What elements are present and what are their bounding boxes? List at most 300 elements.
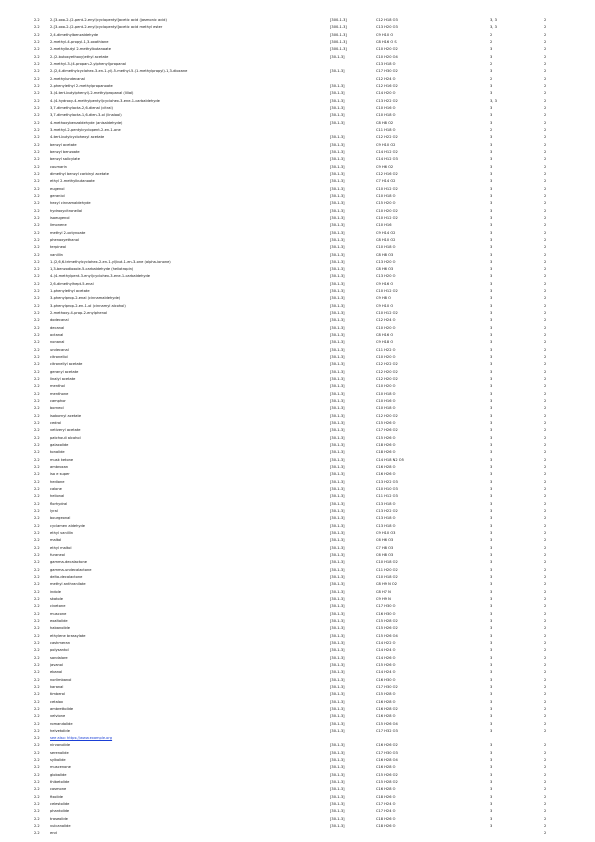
row-code: [30-1-3] — [330, 589, 345, 594]
table-row — [34, 54, 574, 61]
row-value-e: 3 — [490, 494, 493, 499]
row-value-e: 3 — [490, 428, 493, 433]
row-value-f: 2 — [544, 303, 547, 308]
row-formula: C16 H26 O2 — [376, 743, 398, 748]
row-value-f: 2 — [544, 230, 547, 235]
row-value-f: 2 — [544, 692, 547, 697]
row-number: 2.2 — [34, 706, 40, 711]
row-description: hydroxycitronellal — [50, 208, 83, 213]
table-row — [34, 794, 574, 801]
row-value-e: 3 — [490, 450, 493, 455]
row-value-e: 3 — [490, 472, 493, 477]
row-description: 2-(2,4-dimethylcyclohex-3-en-1-yl)-5-methyl-5-(1-methylpropyl)-1,3-dioxane — [50, 69, 188, 74]
row-value-f: 2 — [544, 193, 547, 198]
row-value-f: 2 — [544, 677, 547, 682]
row-code: [30-1-3] — [330, 670, 345, 675]
row-description: coumarin — [50, 164, 67, 169]
row-number: 2.2 — [34, 61, 40, 66]
row-code: [30-1-3] — [330, 362, 345, 367]
row-value-f: 2 — [544, 626, 547, 631]
row-value-e: 3 — [490, 589, 493, 594]
table-row — [34, 721, 574, 728]
row-number: 2.2 — [34, 596, 40, 601]
row-value-f: 2 — [544, 611, 547, 616]
table-row — [34, 647, 574, 654]
row-value-f: 2 — [544, 574, 547, 579]
row-description: isobornyl acetate — [50, 413, 82, 418]
row-formula: C12 H16 O2 — [376, 171, 398, 176]
row-description: ethyl vanillin — [50, 530, 74, 535]
row-description: 1-(2,6,6-trimethylcyclohex-2-en-1-yl)but-1-en-3-one (alpha-ionone) — [50, 259, 171, 264]
row-value-e: 3 — [490, 765, 493, 770]
row-code: [30-1-3] — [330, 98, 345, 103]
row-description: ethyl maltol — [50, 545, 72, 550]
row-value-f: 2 — [544, 640, 547, 645]
table-row — [34, 669, 574, 676]
row-value-e: 3 — [490, 274, 493, 279]
row-value-e: 3 — [490, 633, 493, 638]
row-code: [30-1-3] — [330, 560, 345, 565]
table-row — [34, 376, 574, 383]
row-formula: C8 H10 O2 — [376, 237, 396, 242]
row-description: 2-methoxy-4-prop-2-enylphenol — [50, 311, 108, 316]
row-formula: C17 H30 O2 — [376, 684, 398, 689]
row-formula: C7 H14 O2 — [376, 179, 396, 184]
row-value-f: 2 — [544, 450, 547, 455]
row-value-f: 2 — [544, 435, 547, 440]
row-value-f: 2 — [544, 457, 547, 462]
table-row — [34, 757, 574, 764]
table-row — [34, 816, 574, 823]
row-value-f: 2 — [544, 127, 547, 132]
table-row — [34, 655, 574, 662]
row-formula: C8 H8 O2 — [376, 120, 394, 125]
row-number: 2.2 — [34, 794, 40, 799]
row-value-e: 3 — [490, 684, 493, 689]
row-value-e: 3 — [490, 692, 493, 697]
row-description: 2-methylbutyl 2-methylbutanoate — [50, 47, 111, 52]
row-number: 2.2 — [34, 728, 40, 733]
row-code: [30-1-3] — [330, 618, 345, 623]
row-description: 3-(4-tert-butylphenyl)-2-methylpropanal (lilial) — [50, 91, 134, 96]
row-number: 2.2 — [34, 333, 40, 338]
row-description: globalide — [50, 772, 67, 777]
row-description: ethyl 2-methylbutanoate — [50, 179, 95, 184]
row-code: [30-1-3] — [330, 193, 345, 198]
table-row — [34, 420, 574, 427]
table-row — [34, 142, 574, 149]
row-code: [30-1-3] — [330, 355, 345, 360]
row-value-f: 2 — [544, 494, 547, 499]
row-value-e: 3 — [490, 552, 493, 557]
row-code: [30-1-3] — [330, 692, 345, 697]
row-number: 2.2 — [34, 391, 40, 396]
table-row — [34, 515, 574, 522]
row-formula: C9 H10 O3 — [376, 530, 396, 535]
row-formula: C9 H16 O — [376, 281, 394, 286]
row-description: hexyl cinnamaldehyde — [50, 201, 91, 206]
row-value-f: 2 — [544, 589, 547, 594]
row-number: 2.2 — [34, 758, 40, 763]
row-code: [30-1-3] — [330, 179, 345, 184]
row-value-f: 2 — [544, 274, 547, 279]
row-value-e: 3 — [490, 362, 493, 367]
row-description: polysantol — [50, 648, 69, 653]
table-row — [34, 640, 574, 647]
row-value-e: 3 — [490, 574, 493, 579]
row-description: traseolide — [50, 816, 68, 821]
row-description: 2-(2-butoxyethoxy)ethyl acetate — [50, 54, 109, 59]
row-value-e: 3 — [490, 516, 493, 521]
row-value-f: 2 — [544, 362, 547, 367]
row-code: [30-1-3] — [330, 164, 345, 169]
table-row — [34, 46, 574, 53]
row-description: gamma-undecalactone — [50, 567, 92, 572]
row-value-e: 3 — [490, 824, 493, 829]
row-value-e: 3 — [490, 333, 493, 338]
row-value-e: 3 — [490, 377, 493, 382]
row-value-e: 3 — [490, 406, 493, 411]
row-formula: C10 H12 O2 — [376, 311, 398, 316]
row-value-e: 3 — [490, 421, 493, 426]
row-value-f: 2 — [544, 706, 547, 711]
row-number: 2.2 — [34, 193, 40, 198]
row-code: [30-1-3] — [330, 538, 345, 543]
row-description: karanal — [50, 684, 64, 689]
row-number: 2.2 — [34, 289, 40, 294]
row-value-f: 2 — [544, 728, 547, 733]
row-code: [30-1-3] — [330, 465, 345, 470]
row-number: 2.2 — [34, 538, 40, 543]
row-description: 2-[3-oxo-2-(2-pent-2-enyl)cyclopentyl]acetic acid methyl ester — [50, 25, 163, 30]
row-formula: C10 H20 O2 — [376, 47, 398, 52]
row-code: [30-1-3] — [330, 318, 345, 323]
table-row — [34, 164, 574, 171]
table-row — [34, 32, 574, 39]
table-row — [34, 830, 574, 837]
row-description: 2-methyl-3-(4-propan-2-ylphenyl)propanal — [50, 61, 126, 66]
row-value-e: 3 — [490, 728, 493, 733]
row-value-e: 3 — [490, 303, 493, 308]
row-description: 2-[3-oxo-2-(2-pent-2-enyl)cyclopentyl]acetic acid (jasmonic acid) — [50, 18, 167, 22]
row-code: [30-1-3] — [330, 479, 345, 484]
row-value-e: 3 — [490, 289, 493, 294]
row-value-f: 2 — [544, 765, 547, 770]
row-formula: C6 H8 O3 — [376, 552, 394, 557]
row-description: cyclamen aldehyde — [50, 523, 86, 528]
row-formula: C8 H16 O S — [376, 39, 397, 44]
row-number: 2.2 — [34, 692, 40, 697]
row-description: 2-methylundecanal — [50, 76, 85, 81]
row-value-e: 2 — [490, 32, 493, 37]
row-value-e: 3, 3 — [490, 18, 497, 22]
row-number: 2.2 — [34, 47, 40, 52]
row-number: 2.2 — [34, 201, 40, 206]
table-row — [34, 171, 574, 178]
row-code: [300-1-3] — [330, 18, 347, 22]
row-code: [30-1-3] — [330, 413, 345, 418]
row-value-e: 3 — [490, 772, 493, 777]
row-value-e: 3 — [490, 135, 493, 140]
row-formula: C10 H16 — [376, 223, 392, 228]
row-number: 2.2 — [34, 494, 40, 499]
row-number: 2.2 — [34, 582, 40, 587]
table-row — [34, 537, 574, 544]
row-number: 2.2 — [34, 230, 40, 235]
row-value-e: 3 — [490, 142, 493, 147]
row-description: 2-phenylethyl 2-methylpropanoate — [50, 83, 113, 88]
row-formula: C10 H16 O — [376, 105, 396, 110]
row-code: [30-1-3] — [330, 582, 345, 587]
row-value-e: 3 — [490, 530, 493, 535]
row-number: 2.2 — [34, 626, 40, 631]
row-value-f: 2 — [544, 516, 547, 521]
row-number: 2.2 — [34, 208, 40, 213]
row-value-f: 2 — [544, 25, 547, 30]
row-formula: C13 H20 O — [376, 274, 396, 279]
row-code: [30-1-3] — [330, 237, 345, 242]
row-value-f: 2 — [544, 399, 547, 404]
row-value-f: 2 — [544, 120, 547, 125]
row-formula: C18 H26 O — [376, 824, 396, 829]
row-number: 2.2 — [34, 508, 40, 513]
table-row — [34, 581, 574, 588]
row-description: methyl 2-octynoate — [50, 230, 86, 235]
table-row — [34, 589, 574, 596]
row-value-f: 2 — [544, 443, 547, 448]
row-code: [30-1-3] — [330, 252, 345, 257]
row-value-e: 3 — [490, 523, 493, 528]
row-code: [30-1-3] — [330, 596, 345, 601]
row-value-f: 2 — [544, 311, 547, 316]
row-code: [30-1-3] — [330, 54, 345, 59]
row-number: 2.2 — [34, 450, 40, 455]
row-number: 2.2 — [34, 618, 40, 623]
row-description: linalyl acetate — [50, 377, 76, 382]
table-row — [34, 501, 574, 508]
row-description[interactable]: see also: https://www.example.org — [50, 736, 113, 741]
table-row — [34, 772, 574, 779]
row-formula: C8 H7 N — [376, 589, 391, 594]
row-value-f: 2 — [544, 530, 547, 535]
row-formula: C15 H20 O — [376, 201, 396, 206]
row-value-e: 2 — [490, 127, 493, 132]
row-number: 2.2 — [34, 362, 40, 367]
table-row — [34, 252, 574, 259]
table-row — [34, 523, 574, 530]
row-formula: C16 H28 O — [376, 465, 396, 470]
row-code: [30-1-3] — [330, 626, 345, 631]
row-number: 2.2 — [34, 127, 40, 132]
row-value-f: 2 — [544, 582, 547, 587]
row-number: 2.2 — [34, 76, 40, 81]
row-number: 2.2 — [34, 237, 40, 242]
row-formula: C18 H26 O — [376, 450, 396, 455]
table-row — [34, 200, 574, 207]
row-number: 2.2 — [34, 318, 40, 323]
row-value-e: 3 — [490, 787, 493, 792]
row-code: [30-1-3] — [330, 824, 345, 829]
row-value-f: 2 — [544, 538, 547, 543]
table-row — [34, 574, 574, 581]
table-row — [34, 90, 574, 97]
row-value-f: 2 — [544, 18, 547, 22]
row-number: 2.2 — [34, 809, 40, 814]
row-number: 2.2 — [34, 281, 40, 286]
row-value-e: 3 — [490, 164, 493, 169]
row-number: 2.2 — [34, 406, 40, 411]
table-row — [34, 186, 574, 193]
row-number: 2.2 — [34, 604, 40, 609]
row-value-f: 2 — [544, 289, 547, 294]
row-description: benzyl acetate — [50, 142, 77, 147]
row-code: [30-1-3] — [330, 208, 345, 213]
table-row — [34, 530, 574, 537]
row-formula: C12 H20 O2 — [376, 369, 398, 374]
row-code: [30-1-3] — [330, 677, 345, 682]
row-description: decanal — [50, 325, 65, 330]
row-value-e: 3 — [490, 281, 493, 286]
table-row — [34, 237, 574, 244]
row-formula: C10 H18 O2 — [376, 574, 398, 579]
row-value-e: 3 — [490, 465, 493, 470]
row-value-e: 3 — [490, 340, 493, 345]
row-value-f: 2 — [544, 413, 547, 418]
row-value-e: 3 — [490, 347, 493, 352]
row-number: 2.2 — [34, 179, 40, 184]
row-description: octanal — [50, 333, 64, 338]
row-value-e: 3 — [490, 501, 493, 506]
row-code: [30-1-3] — [330, 289, 345, 294]
row-value-f: 2 — [544, 47, 547, 52]
row-code: [30-1-3] — [330, 787, 345, 792]
table-row — [34, 457, 574, 464]
row-number: 2.2 — [34, 487, 40, 491]
row-number: 2.2 — [34, 223, 40, 228]
row-value-e: 3 — [490, 208, 493, 213]
row-number: 2.2 — [34, 523, 40, 528]
row-description: citronellol — [50, 355, 68, 360]
row-number: 2.2 — [34, 39, 40, 44]
row-code: [30-1-3] — [330, 604, 345, 609]
row-value-e: 3 — [490, 538, 493, 543]
row-value-f: 2 — [544, 113, 547, 118]
row-code: [30-1-3] — [330, 640, 345, 645]
row-value-e: 2 — [490, 61, 493, 66]
table-row — [34, 303, 574, 310]
table-row — [34, 244, 574, 251]
table-row — [34, 281, 574, 288]
row-value-e: 3 — [490, 816, 493, 821]
row-value-f: 2 — [544, 237, 547, 242]
row-formula: C13 H18 O — [376, 523, 396, 528]
row-number: 2.2 — [34, 340, 40, 345]
row-description: nirvanolide — [50, 743, 71, 748]
row-code: [30-1-3] — [330, 706, 345, 711]
row-description: end — [50, 831, 57, 836]
row-formula: C17 H24 O — [376, 809, 396, 814]
row-formula: C10 H20 O2 — [376, 208, 398, 213]
row-formula: C11 H12 O3 — [376, 494, 398, 499]
row-code: [30-1-3] — [330, 406, 345, 411]
table-row — [34, 633, 574, 640]
row-formula: C10 H18 O — [376, 193, 396, 198]
row-number: 2.2 — [34, 443, 40, 448]
row-value-e: 3 — [490, 83, 493, 88]
table-row — [34, 699, 574, 706]
row-formula: C14 H26 O — [376, 655, 396, 660]
row-number: 2.2 — [34, 355, 40, 360]
row-description: undecanal — [50, 347, 69, 352]
row-value-e: 3 — [490, 545, 493, 550]
row-description: furaneol — [50, 552, 65, 557]
row-code: [30-1-3] — [330, 772, 345, 777]
row-formula: C12 H20 O2 — [376, 413, 398, 418]
row-code: [30-1-3] — [330, 325, 345, 330]
row-value-e: 3 — [490, 157, 493, 162]
row-code: [30-1-3] — [330, 245, 345, 250]
table-row — [34, 625, 574, 632]
row-formula: C9 H18 O — [376, 340, 394, 345]
row-formula: C13 H22 O3 — [376, 479, 398, 484]
row-code: [300-1-3] — [330, 25, 347, 30]
row-description: 4-(4-hydroxy-4-methylpentyl)cyclohex-3-ene-1-carbaldehyde — [50, 98, 160, 103]
row-value-e: 3 — [490, 567, 493, 572]
row-code: [30-1-3] — [330, 230, 345, 235]
row-value-e: 3 — [490, 325, 493, 330]
row-code: [30-1-3] — [330, 655, 345, 660]
row-description: benzyl benzoate — [50, 149, 80, 154]
table-row — [34, 383, 574, 390]
table-row — [34, 706, 574, 713]
row-number: 2.2 — [34, 296, 40, 301]
table-row — [34, 691, 574, 698]
row-code: [30-1-3] — [330, 611, 345, 616]
row-number: 2.2 — [34, 421, 40, 426]
table-row — [34, 471, 574, 478]
row-description: 1-phenylethyl acetate — [50, 289, 90, 294]
row-number: 2.2 — [34, 325, 40, 330]
table-row — [34, 295, 574, 302]
row-value-e: 3 — [490, 457, 493, 462]
table-row — [34, 273, 574, 280]
row-number: 2.2 — [34, 714, 40, 719]
row-code: [30-1-3] — [330, 69, 345, 74]
table-row — [34, 823, 574, 830]
row-code: [30-1-3] — [330, 472, 345, 477]
row-description: skatole — [50, 596, 63, 601]
row-value-e: 3 — [490, 54, 493, 59]
row-description: indole — [50, 589, 61, 594]
row-number: 2.2 — [34, 259, 40, 264]
table-row — [34, 288, 574, 295]
row-value-f: 2 — [544, 824, 547, 829]
row-code: [30-1-3] — [330, 450, 345, 455]
row-description: bourgeonal — [50, 516, 71, 521]
row-value-f: 2 — [544, 552, 547, 557]
row-code: [30-1-3] — [330, 802, 345, 807]
row-value-e: 3 — [490, 435, 493, 440]
row-formula: C13 H22 O2 — [376, 98, 398, 103]
table-row — [34, 208, 574, 215]
row-value-f: 2 — [544, 325, 547, 330]
row-number: 2.2 — [34, 91, 40, 96]
row-value-e: 3 — [490, 259, 493, 264]
table-row — [34, 361, 574, 368]
row-number: 2.2 — [34, 157, 40, 162]
row-formula: C12 H24 O — [376, 318, 396, 323]
table-row — [34, 508, 574, 515]
